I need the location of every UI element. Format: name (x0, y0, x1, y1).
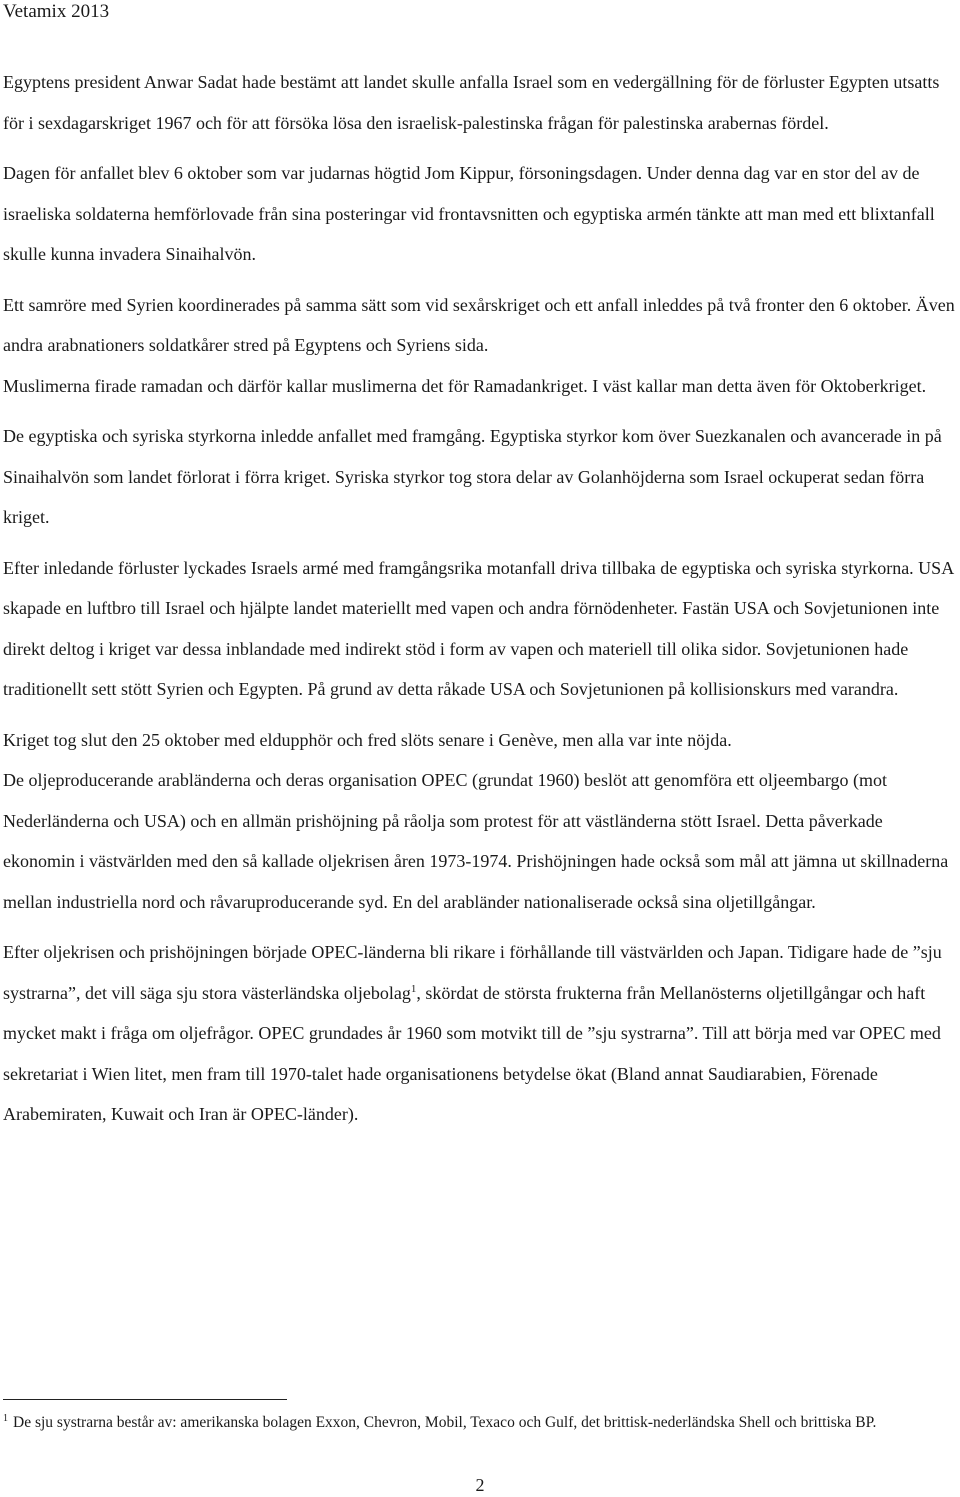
paragraph-opec-growth (3, 932, 955, 1135)
footnote-reference[interactable]: 1 (410, 982, 417, 995)
document-header (3, 0, 109, 24)
footnote-text: De sju systrarna består av: amerikanska bolagen Exxon, Chevron, Mobil, Texaco och Gulf, det brittisk-nederländska Shell och brittiska BP. (13, 1414, 877, 1431)
document-body (3, 62, 955, 1145)
footnote-divider (3, 1399, 287, 1400)
paragraph-sadat-decision: Egyptens president Anwar Sadat hade bestämt att landet skulle anfalla Israel som en vedergällning för de förluster Egypten utsatts för i sexdagarskriget 1967 och för att försöka lösa den israelisk-palestinska frågan för palestinska arabernas fördel. (3, 72, 940, 133)
footnote (3, 1411, 955, 1435)
paragraph-opec-text-before: Efter oljekrisen och prishöjningen började OPEC-länderna bli rikare i förhållande till västvärlden och Japan. Tidigare hade de ”sju systrarna”, det vill säga sju stora västerländska oljebolag (3, 942, 942, 1003)
paragraph-opec-text-after: , skördat de största frukterna från Mellanösterns oljetillgångar och haft mycket makt i fråga om oljefrågor. OPEC grundades år 1960 som motvikt till de ”sju systrarna”. Till att börja med var OPEC med sekretariat i Wien litet, men fram till 1970-talet hade organisationens betydelse ökat (Bland annat Saudiarabien, Förenade Arabemiraten, Kuwait och Iran är OPEC-länder). (3, 982, 941, 1124)
paragraph-attack-day: Dagen för anfallet blev 6 oktober som var judarnas högtid Jom Kippur, försoningsdagen. Under denna dag var en stor del av de israeliska soldaterna hemförlovade från sina posteringar vid frontavsnitten och egyptiska armén tänkte att man med ett blixtanfall skulle kunna invadera Sinaihalvön. (3, 163, 935, 264)
paragraph-war-end: Kriget tog slut den 25 oktober med eldupphör och fred slöts senare i Genève, men alla var inte nöjda. (3, 729, 732, 750)
paragraph-oil-embargo: De oljeproducerande arabländerna och deras organisation OPEC (grundat 1960) beslöt att genomföra ett oljeembargo (mot Nederländerna och USA) och en allmän prishöjning på råolja som protest för att västländerna stött Israel. Detta påverkade ekonomin i västvärlden med den så kallade oljekrisen åren 1973-1974. Prishöjningen hade också som mål att jämna ut skillnaderna mellan industriella nord och råvaruproducerande syd. En del arabländer nationaliserade också sina oljetillgångar. (3, 770, 949, 912)
paragraph-counterattack: Efter inledande förluster lyckades Israels armé med framgångsrika motanfall driva tillbaka de egyptiska och syriska styrkorna. USA skapade en luftbro till Israel och hjälpte landet materiellt med vapen och andra förnödenheter. Fastän USA och Sovjetunionen inte direkt deltog i kriget var dessa inblandade med indirekt stöd i form av vapen och materiell till olika sidor. Sovjetunionen hade traditionellt sett stött Syrien och Egypten. På grund av detta råkade USA och Sovjetunionen på kollisionskurs med varandra. (3, 557, 954, 699)
paragraph-initial-success: De egyptiska och syriska styrkorna inledde anfallet med framgång. Egyptiska styrkor kom över Suezkanalen och avancerade in på Sinaihalvön som landet förlorat i förra kriget. Syriska styrkor tog stora delar av Golanhöjderna som Israel ockuperat sedan förra kriget. (3, 426, 942, 527)
footnote-number: 1 (3, 1413, 8, 1424)
header-title: Vetamix 2013 (3, 1, 110, 22)
paragraph-ramadan-war: Muslimerna firade ramadan och därför kallar muslimerna det för Ramadankriget. I väst kallar man detta även för Oktoberkriget. (3, 375, 927, 396)
paragraph-syria-coordination: Ett samröre med Syrien koordinerades på samma sätt som vid sexårskriget och ett anfall inleddes på två fronter den 6 oktober. Även andra arabnationers soldatkårer stred på Egyptens och Syriens sida. (3, 294, 955, 355)
page-number: 2 (475, 1475, 485, 1495)
